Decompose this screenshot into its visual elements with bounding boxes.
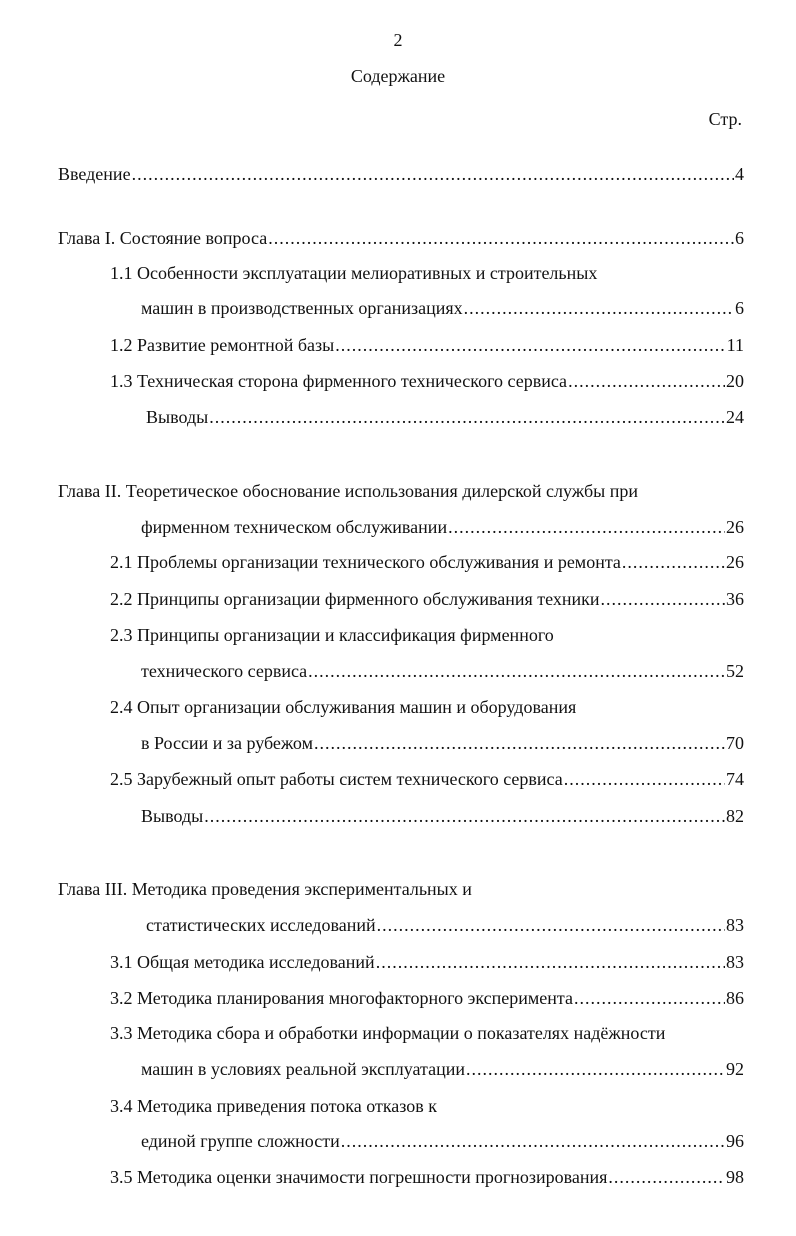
toc-entry-text: Глава I. Состояние вопроса <box>58 228 268 248</box>
toc-entry-page: 83 <box>726 952 744 972</box>
toc-entry-text: технического сервиса <box>141 661 308 681</box>
toc-entry-2-3-line1: 2.3 Принципы организации и классификация фирменного <box>110 625 554 645</box>
toc-entry-page: 86 <box>726 988 744 1008</box>
toc-entry-3-1 <box>110 950 744 974</box>
toc-entry-text: 1.2 Развитие ремонтной базы <box>110 335 335 355</box>
toc-leader-dots <box>209 405 725 429</box>
toc-entry-chapter-3-line1: Глава III. Методика проведения экспериментальных и <box>58 879 472 899</box>
toc-leader-dots <box>464 296 734 320</box>
toc-entry-page: 98 <box>726 1167 744 1187</box>
toc-entry-1-1-line2 <box>141 296 744 320</box>
toc-leader-dots <box>448 515 725 539</box>
toc-entry-text: фирменном техническом обслуживании <box>141 517 448 537</box>
toc-entry-3-3-line1: 3.3 Методика сбора и обработки информации о показателях надёжности <box>110 1023 666 1043</box>
toc-entry-text: 3.5 Методика оценки значимости погрешности прогнозирования <box>110 1167 608 1187</box>
toc-entry-page: 92 <box>726 1059 744 1079</box>
toc-entry-page: 6 <box>735 228 744 248</box>
toc-entry-text: машин в производственных организациях <box>141 298 463 318</box>
toc-leader-dots <box>268 226 734 250</box>
toc-entry-chapter-2-line2 <box>141 515 744 539</box>
toc-entry-2-4-line1: 2.4 Опыт организации обслуживания машин и оборудования <box>110 697 577 717</box>
toc-entry-page: 26 <box>726 517 744 537</box>
toc-leader-dots <box>608 1165 725 1189</box>
toc-entry-text: в России и за рубежом <box>141 733 313 753</box>
toc-entry-2-1 <box>110 550 744 574</box>
toc-entry-text: 3.2 Методика планирования многофакторного эксперимента <box>110 988 573 1008</box>
toc-entry-chapter-3-line2 <box>146 913 744 937</box>
toc-leader-dots <box>132 162 734 186</box>
toc-entry-3-3-line2 <box>141 1057 744 1081</box>
toc-leader-dots <box>308 659 725 683</box>
toc-entry-chapter-2-line1: Глава II. Теоретическое обоснование использования дилерской службы при <box>58 481 638 501</box>
toc-entry-2-3-line2 <box>141 659 744 683</box>
toc-leader-dots <box>377 913 725 937</box>
toc-leader-dots <box>376 950 725 974</box>
toc-entry-page: 70 <box>726 733 744 753</box>
toc-entry-chapter-1 <box>58 226 744 250</box>
page-column-label: Стр. <box>708 109 742 129</box>
toc-entry-text: машин в условиях реальной эксплуатации <box>141 1059 465 1079</box>
toc-entry-2-4-line2 <box>141 731 744 755</box>
toc-entry-page: 82 <box>726 806 744 826</box>
toc-leader-dots <box>574 986 725 1010</box>
toc-entry-page: 52 <box>726 661 744 681</box>
toc-leader-dots <box>568 369 725 393</box>
toc-leader-dots <box>622 550 725 574</box>
toc-entry-3-4-line2 <box>141 1129 744 1153</box>
toc-entry-1-2 <box>110 333 744 357</box>
toc-leader-dots <box>335 333 725 357</box>
toc-entry-text: 2.2 Принципы организации фирменного обслуживания техники <box>110 589 600 609</box>
toc-leader-dots <box>204 804 725 828</box>
toc-entry-1-1-line1: 1.1 Особенности эксплуатации мелиоративных и строительных <box>110 263 598 283</box>
toc-leader-dots <box>564 767 725 791</box>
toc-entry-intro <box>58 162 744 186</box>
toc-entry-page: 26 <box>726 552 744 572</box>
toc-entry-text: 2.5 Зарубежный опыт работы систем технического сервиса <box>110 769 563 789</box>
toc-entry-page: 74 <box>726 769 744 789</box>
toc-entry-text: Выводы <box>146 407 209 427</box>
toc-entry-page: 96 <box>726 1131 744 1151</box>
toc-leader-dots <box>314 731 725 755</box>
toc-entry-text: Введение <box>58 164 131 184</box>
page-number: 2 <box>393 30 403 50</box>
toc-entry-3-2 <box>110 986 744 1010</box>
toc-entry-page: 83 <box>726 915 744 935</box>
toc-entry-page: 4 <box>735 164 744 184</box>
toc-entry-page: 36 <box>726 589 744 609</box>
toc-entry-3-5 <box>110 1165 744 1189</box>
toc-entry-text: 1.3 Техническая сторона фирменного технического сервиса <box>110 371 568 391</box>
toc-entry-3-4-line1: 3.4 Методика приведения потока отказов к <box>110 1096 438 1116</box>
toc-entry-chapter-2-conclusions <box>141 804 744 828</box>
toc-entry-text: 2.1 Проблемы организации технического обслуживания и ремонта <box>110 552 621 572</box>
toc-entry-text: 3.1 Общая методика исследований <box>110 952 375 972</box>
toc-entry-text: единой группе сложности <box>141 1131 340 1151</box>
toc-entry-1-3 <box>110 369 744 393</box>
toc-entry-page: 24 <box>726 407 744 427</box>
toc-entry-text: Выводы <box>141 806 204 826</box>
toc-leader-dots <box>341 1129 725 1153</box>
toc-leader-dots <box>466 1057 725 1081</box>
toc-entry-text: статистических исследований <box>146 915 376 935</box>
toc-entry-2-2 <box>110 587 744 611</box>
toc-entry-page: 11 <box>726 335 744 355</box>
toc-leader-dots <box>601 587 725 611</box>
toc-entry-page: 20 <box>726 371 744 391</box>
toc-entry-2-5 <box>110 767 744 791</box>
toc-entry-page: 6 <box>735 298 744 318</box>
toc-entry-chapter-1-conclusions <box>146 405 744 429</box>
page-title: Содержание <box>350 66 446 86</box>
